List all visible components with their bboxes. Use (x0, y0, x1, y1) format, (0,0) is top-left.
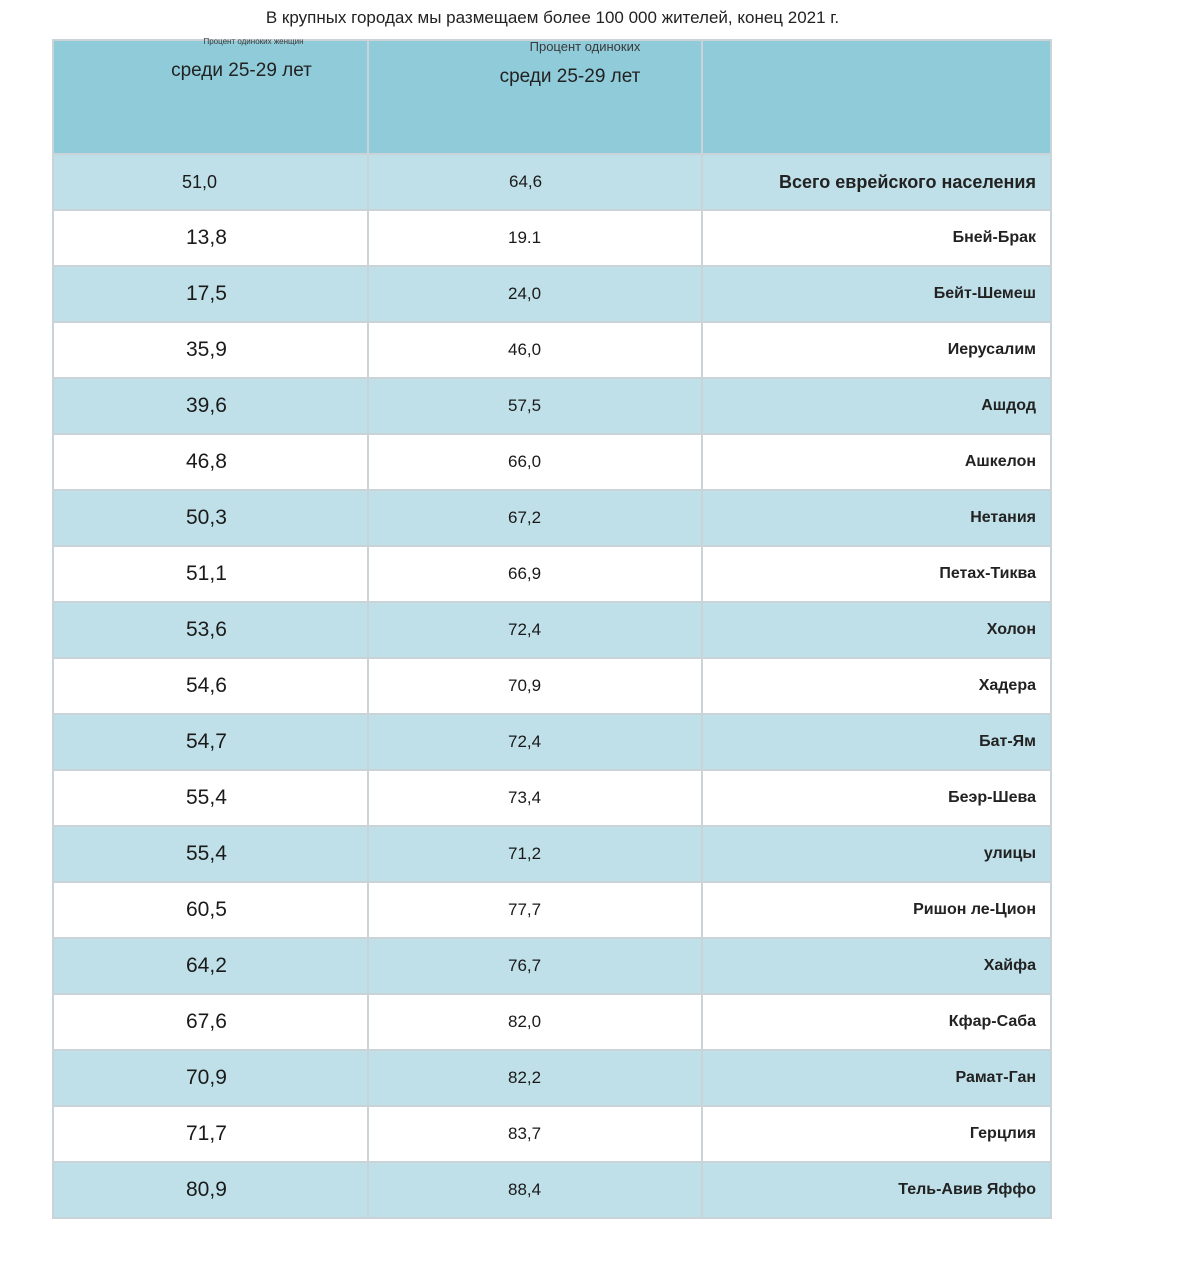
all-value: 82,0 (368, 994, 702, 1050)
table-row (53, 714, 1051, 770)
table-row (53, 1106, 1051, 1162)
header-all (368, 40, 702, 154)
all-value: 67,2 (368, 490, 702, 546)
women-value: 54,6 (53, 658, 368, 714)
table-row (53, 1050, 1051, 1106)
table-row (53, 322, 1051, 378)
table-row (53, 994, 1051, 1050)
women-value: 60,5 (53, 882, 368, 938)
women-value: 35,9 (53, 322, 368, 378)
city-name: Бейт-Шемеш (702, 266, 1051, 322)
women-value: 64,2 (53, 938, 368, 994)
header-all-age: среди 25-29 лет (499, 66, 641, 87)
city-name: Хадера (702, 658, 1051, 714)
table-body (53, 154, 1051, 1218)
city-name: Хайфа (702, 938, 1051, 994)
all-value: 66,9 (368, 546, 702, 602)
all-value: 71,2 (368, 826, 702, 882)
table-title: В крупных городах мы размещаем более 100 000 жителей, конец 2021 г. (265, 8, 840, 27)
women-value: 13,8 (53, 210, 368, 266)
city-name: Ашдод (702, 378, 1051, 434)
header-city (702, 40, 1051, 154)
city-name: улицы (702, 826, 1051, 882)
table-row (53, 378, 1051, 434)
city-name: Бат-Ям (702, 714, 1051, 770)
women-value: 54,7 (53, 714, 368, 770)
women-value: 46,8 (53, 434, 368, 490)
women-value: 71,7 (53, 1106, 368, 1162)
all-value: 82,2 (368, 1050, 702, 1106)
city-name: Кфар-Саба (702, 994, 1051, 1050)
table-row (53, 210, 1051, 266)
women-value: 53,6 (53, 602, 368, 658)
all-value: 64,6 (368, 154, 702, 210)
city-name: Нетания (702, 490, 1051, 546)
table-row (53, 882, 1051, 938)
city-name: Тель-Авив Яффо (702, 1162, 1051, 1218)
city-name: Рамат-Ган (702, 1050, 1051, 1106)
all-value: 88,4 (368, 1162, 702, 1218)
all-value: 66,0 (368, 434, 702, 490)
table-row (53, 938, 1051, 994)
city-name: Всего еврейского населения (702, 154, 1051, 210)
women-value: 70,9 (53, 1050, 368, 1106)
women-value: 51,0 (53, 154, 368, 210)
table-row (53, 602, 1051, 658)
all-value: 83,7 (368, 1106, 702, 1162)
table-row (53, 770, 1051, 826)
all-value: 72,4 (368, 714, 702, 770)
header-all-caption: Процент одиноких (529, 39, 641, 54)
city-name: Бней-Брак (702, 210, 1051, 266)
table-row (53, 546, 1051, 602)
all-value: 77,7 (368, 882, 702, 938)
all-value: 73,4 (368, 770, 702, 826)
table-row (53, 490, 1051, 546)
table-row (53, 658, 1051, 714)
all-value: 19.1 (368, 210, 702, 266)
header-women-caption: Процент одиноких женщин (203, 37, 304, 46)
women-value: 51,1 (53, 546, 368, 602)
city-name: Холон (702, 602, 1051, 658)
table-row (53, 434, 1051, 490)
city-name: Петах-Тиква (702, 546, 1051, 602)
header-women (53, 37, 368, 154)
city-name: Иерусалим (702, 322, 1051, 378)
women-value: 55,4 (53, 826, 368, 882)
table-row (53, 826, 1051, 882)
header-women-age: среди 25-29 лет (171, 60, 312, 81)
women-value: 55,4 (53, 770, 368, 826)
city-name: Ришон ле-Цион (702, 882, 1051, 938)
singles-table (52, 39, 1052, 1219)
table-row (53, 266, 1051, 322)
city-name: Герцлия (702, 1106, 1051, 1162)
women-value: 39,6 (53, 378, 368, 434)
header-row (53, 40, 1051, 154)
city-name: Беэр-Шева (702, 770, 1051, 826)
table-row (53, 1162, 1051, 1218)
women-value: 67,6 (53, 994, 368, 1050)
all-value: 24,0 (368, 266, 702, 322)
all-value: 46,0 (368, 322, 702, 378)
women-value: 17,5 (53, 266, 368, 322)
all-value: 76,7 (368, 938, 702, 994)
all-value: 72,4 (368, 602, 702, 658)
city-name: Ашкелон (702, 434, 1051, 490)
women-value: 80,9 (53, 1162, 368, 1218)
women-value: 50,3 (53, 490, 368, 546)
total-row (53, 154, 1051, 210)
all-value: 70,9 (368, 658, 702, 714)
all-value: 57,5 (368, 378, 702, 434)
